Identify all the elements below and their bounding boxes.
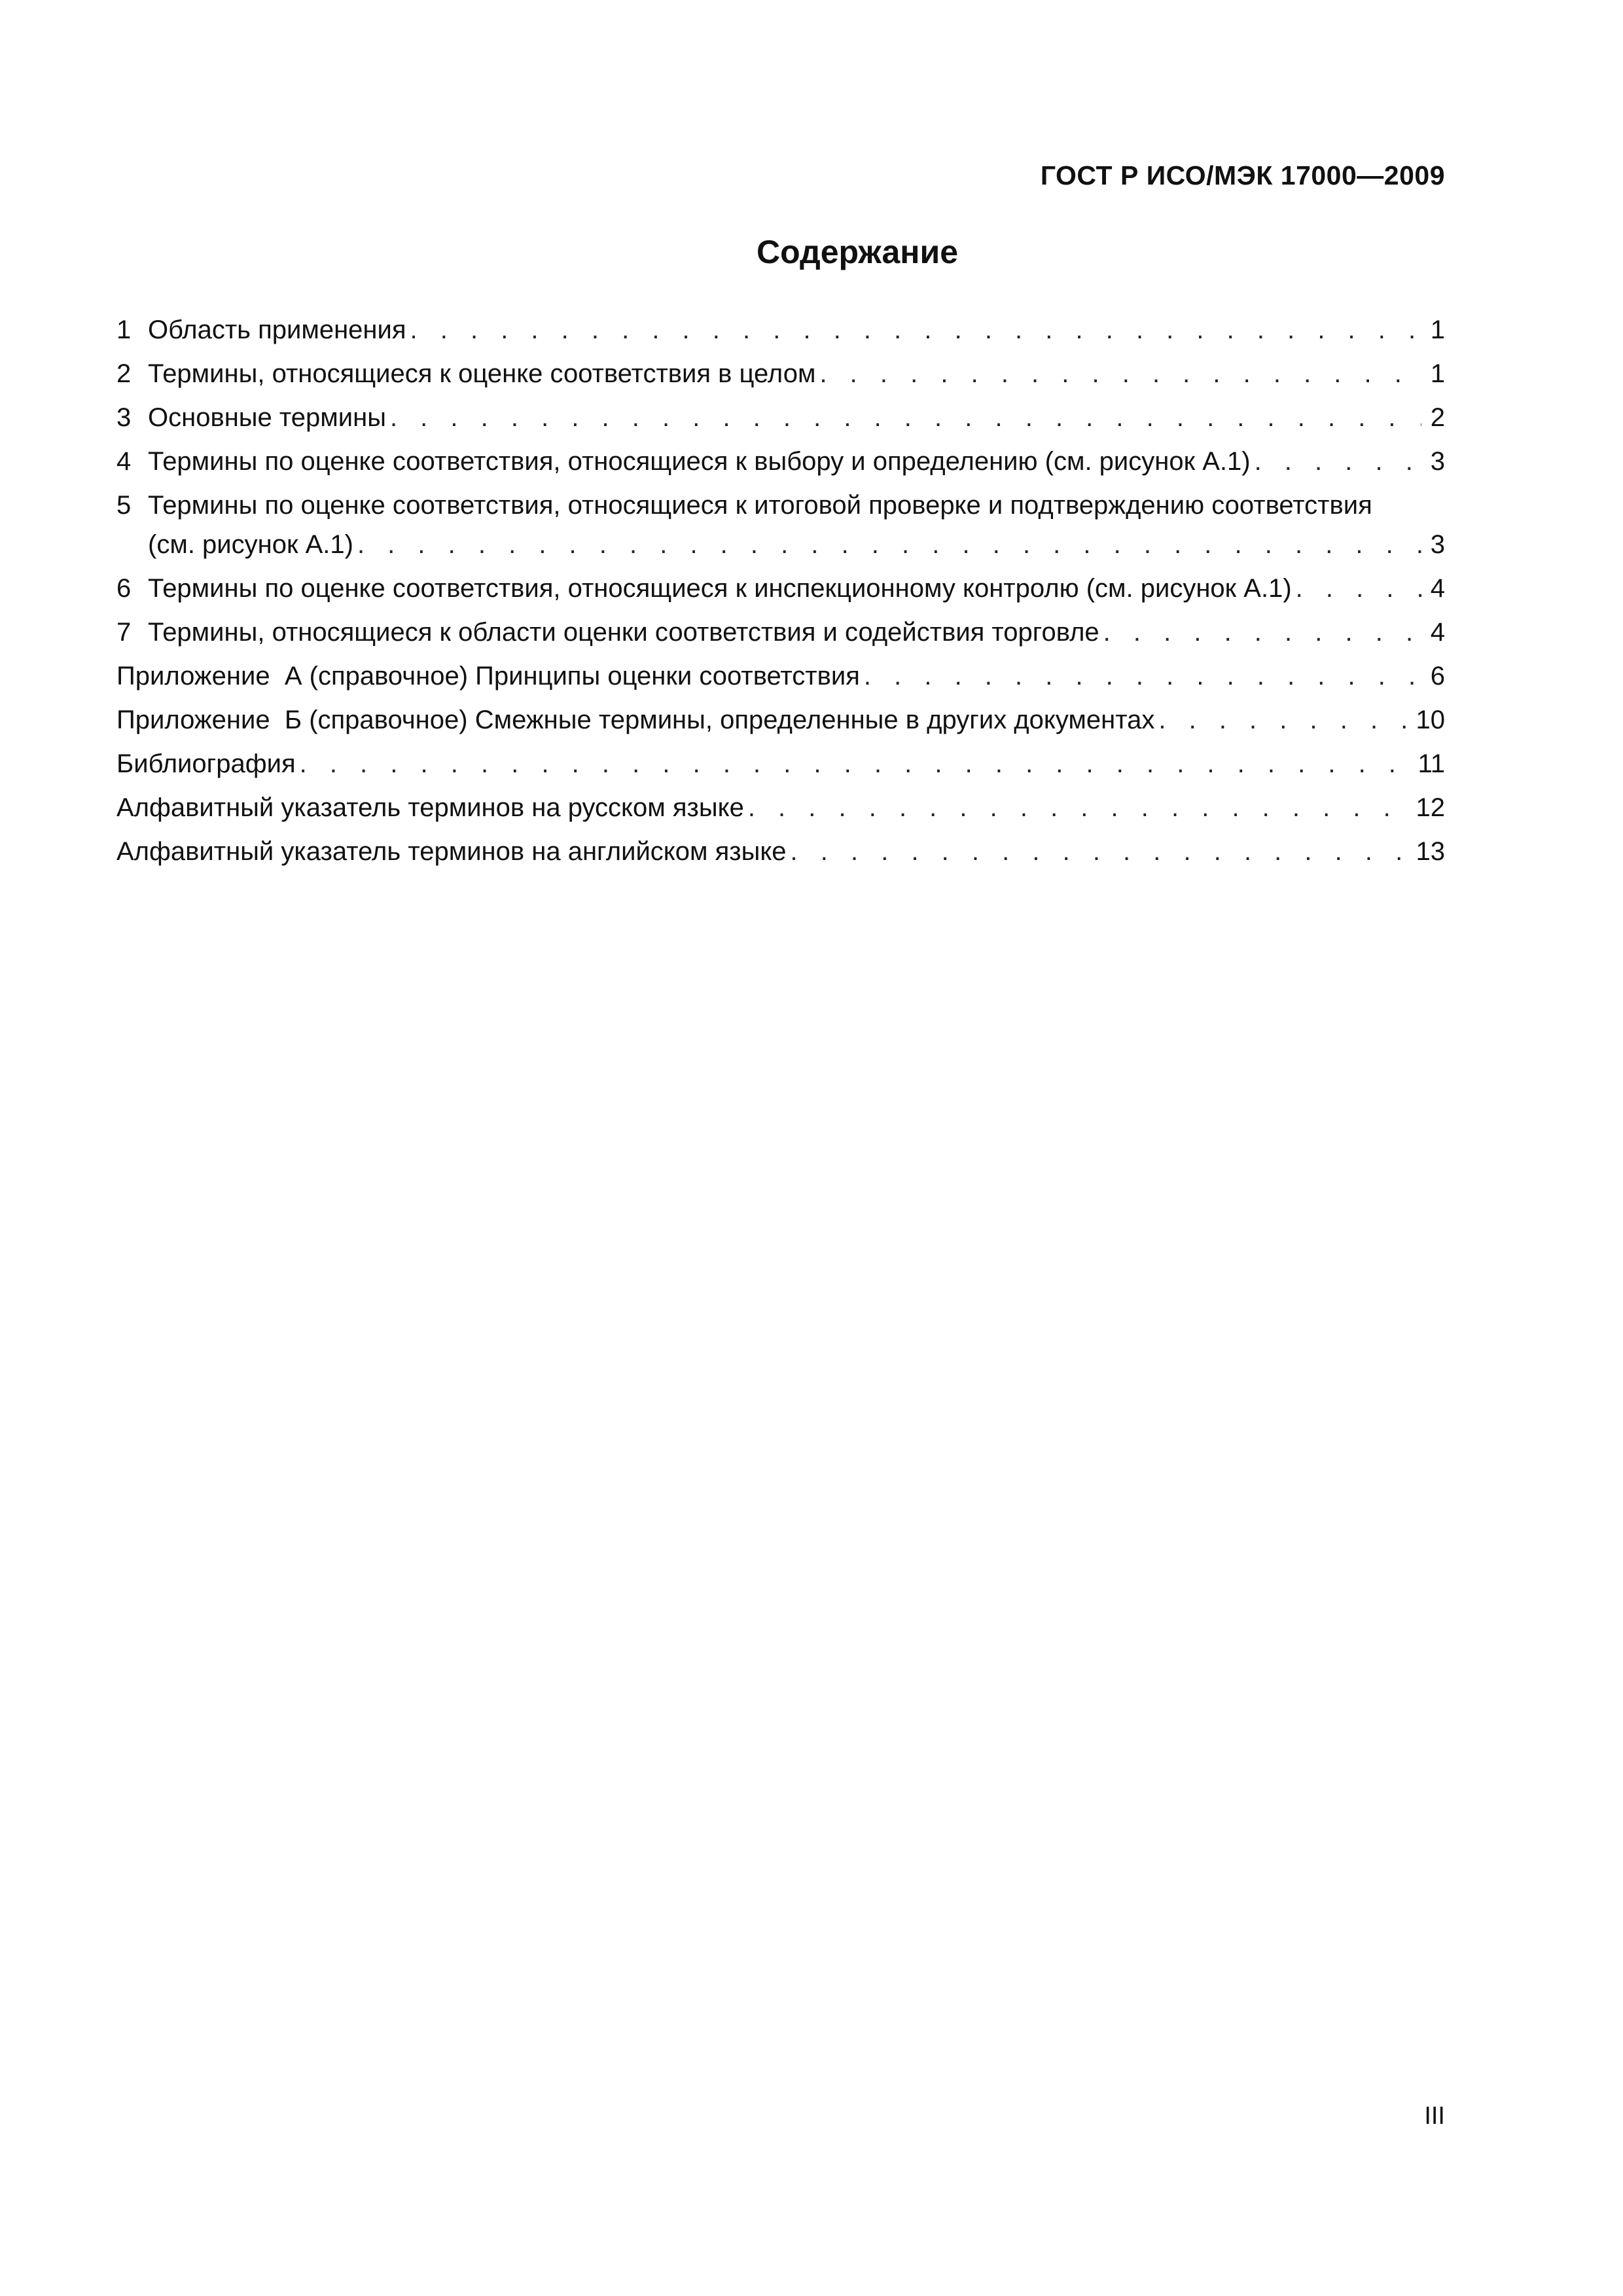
toc-entry-number: 5 [116,491,132,520]
dot-leader [791,832,1407,871]
toc-entry-number: 1 [116,315,132,344]
document-code: ГОСТ Р ИСО/МЭК 17000—2009 [1040,160,1445,190]
toc-entry-text: Алфавитный указатель терминов на английском языке [116,837,787,866]
toc-entry-page: 6 [1430,662,1445,691]
dot-leader [1158,700,1406,740]
toc-entry-text: Термины по оценке соответствия, относящиеся к выбору и определению (см. рисунок А.1) [148,447,1251,476]
toc-entry-index-english[interactable] [116,832,1445,871]
toc-entry-bibliography[interactable] [116,744,1445,783]
toc-entry-page: 10 [1416,706,1445,734]
toc-entry-7[interactable] [116,613,1445,652]
toc-entry-text: Приложение Б (справочное) Смежные термины, определенные в других документах [116,706,1155,734]
toc-entry-5[interactable] [116,486,1445,564]
toc-entry-text: Термины, относящиеся к области оценки соответствия и содействия торговле [148,618,1099,647]
toc-entry-page: 13 [1416,837,1445,866]
toc-entry-appendix-b[interactable] [116,700,1445,740]
toc-entry-4[interactable] [116,442,1445,481]
dot-leader [1296,569,1421,608]
toc-entry-text: Библиография [116,749,296,778]
toc-entry-text: Термины, относящиеся к оценке соответствия в целом [148,359,816,388]
toc-entry-number: 6 [116,574,132,603]
toc-entry-page: 12 [1416,793,1445,822]
toc-entry-text: Термины по оценке соответствия, относящиеся к инспекционному контролю (см. рисунок А.1) [148,574,1292,603]
toc-entry-3[interactable] [116,398,1445,437]
toc-entry-page: 2 [1430,403,1445,432]
table-of-contents [116,310,1445,876]
dot-leader [357,525,1421,564]
toc-entry-page: 1 [1430,315,1445,344]
toc-entry-number: 3 [116,403,132,432]
toc-entry-text-continued: (см. рисунок А.1) [148,530,353,559]
toc-entry-text: Термины по оценке соответствия, относящиеся к итоговой проверке и подтверждению соответствия [148,491,1372,520]
toc-entry-page: 3 [1430,447,1445,476]
dot-leader [1255,442,1421,481]
dot-leader [748,788,1407,827]
toc-entry-page: 4 [1430,618,1445,647]
toc-entry-text: Алфавитный указатель терминов на русском языке [116,793,744,822]
toc-entry-index-russian[interactable] [116,788,1445,827]
toc-entry-6[interactable] [116,569,1445,608]
dot-leader [864,656,1421,696]
dot-leader [410,310,1421,350]
toc-title: Содержание [756,234,959,270]
toc-entry-number: 4 [116,447,132,476]
toc-entry-page: 1 [1430,359,1445,388]
dot-leader [390,398,1421,437]
toc-entry-appendix-a[interactable] [116,656,1445,696]
dot-leader [1103,613,1421,652]
toc-entry-page: 11 [1418,749,1445,778]
toc-entry-1[interactable] [116,310,1445,350]
toc-entry-number: 2 [116,359,132,388]
page-number: III [1424,2102,1445,2130]
dot-leader [300,744,1409,783]
toc-entry-text: Приложение А (справочное) Принципы оценки соответствия [116,662,860,691]
toc-entry-page: 3 [1430,530,1445,559]
toc-entry-number: 7 [116,618,132,647]
toc-entry-2[interactable] [116,354,1445,393]
toc-entry-page: 4 [1430,574,1445,603]
toc-entry-text: Область применения [148,315,406,344]
toc-entry-text: Основные термины [148,403,386,432]
dot-leader [819,354,1421,393]
